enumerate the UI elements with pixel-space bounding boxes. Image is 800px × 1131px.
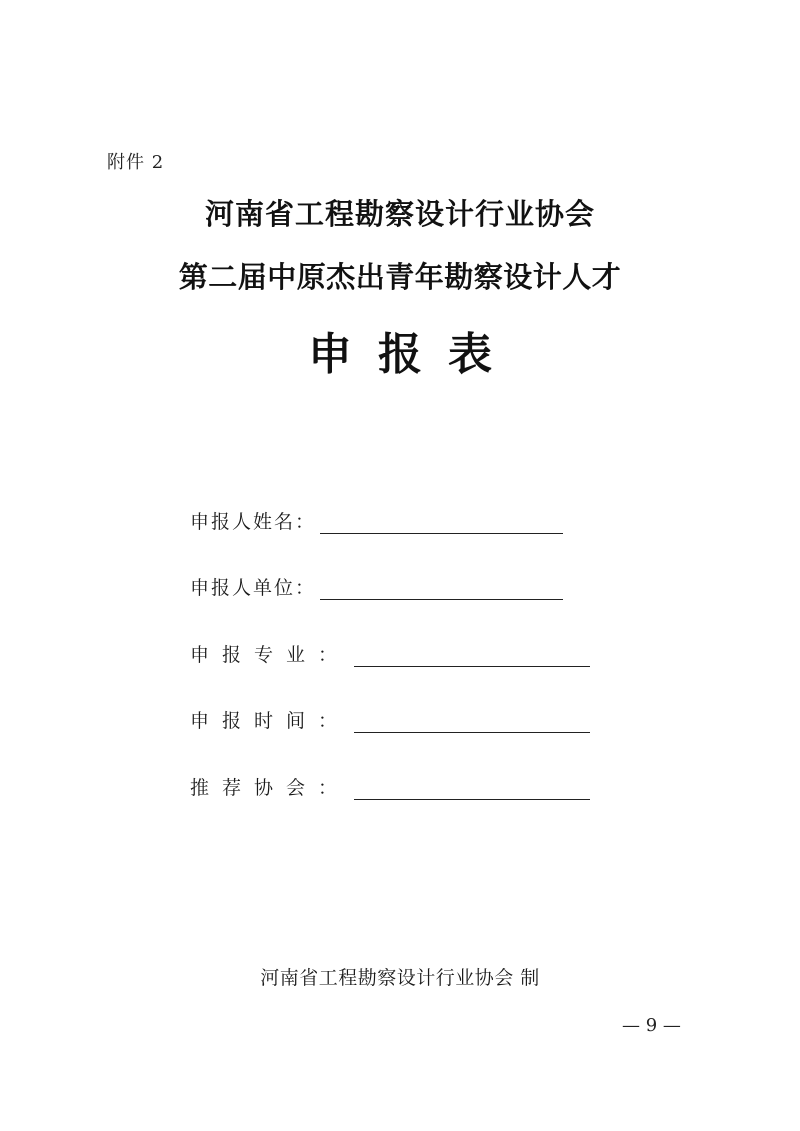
application-date-blank[interactable] [354, 710, 590, 733]
title-organization: 河南省工程勘察设计行业协会 [204, 197, 595, 231]
application-major-label: 申报专业： [190, 644, 351, 666]
applicant-unit-blank[interactable] [320, 577, 563, 600]
applicant-name-label: 申报人姓名： [190, 511, 317, 533]
applicant-name-field [190, 504, 563, 534]
application-date-field [190, 703, 590, 733]
recommending-association-field [190, 770, 590, 800]
recommending-association-label: 推荐协会： [190, 777, 351, 799]
issuer-line: 河南省工程勘察设计行业协会 制 [260, 967, 540, 989]
title-form: 申报表 [308, 329, 518, 380]
application-date-label: 申报时间： [190, 710, 351, 732]
page-number: — 9 — [622, 1015, 681, 1036]
attachment-label: 附件 2 [107, 152, 165, 173]
application-major-blank[interactable] [354, 644, 590, 667]
applicant-name-blank[interactable] [320, 511, 563, 534]
applicant-unit-label: 申报人单位： [190, 577, 317, 599]
title-award: 第二届中原杰出青年勘察设计人才 [178, 260, 622, 294]
application-major-field [190, 637, 590, 667]
recommending-association-blank[interactable] [354, 777, 590, 800]
applicant-unit-field [190, 570, 563, 600]
